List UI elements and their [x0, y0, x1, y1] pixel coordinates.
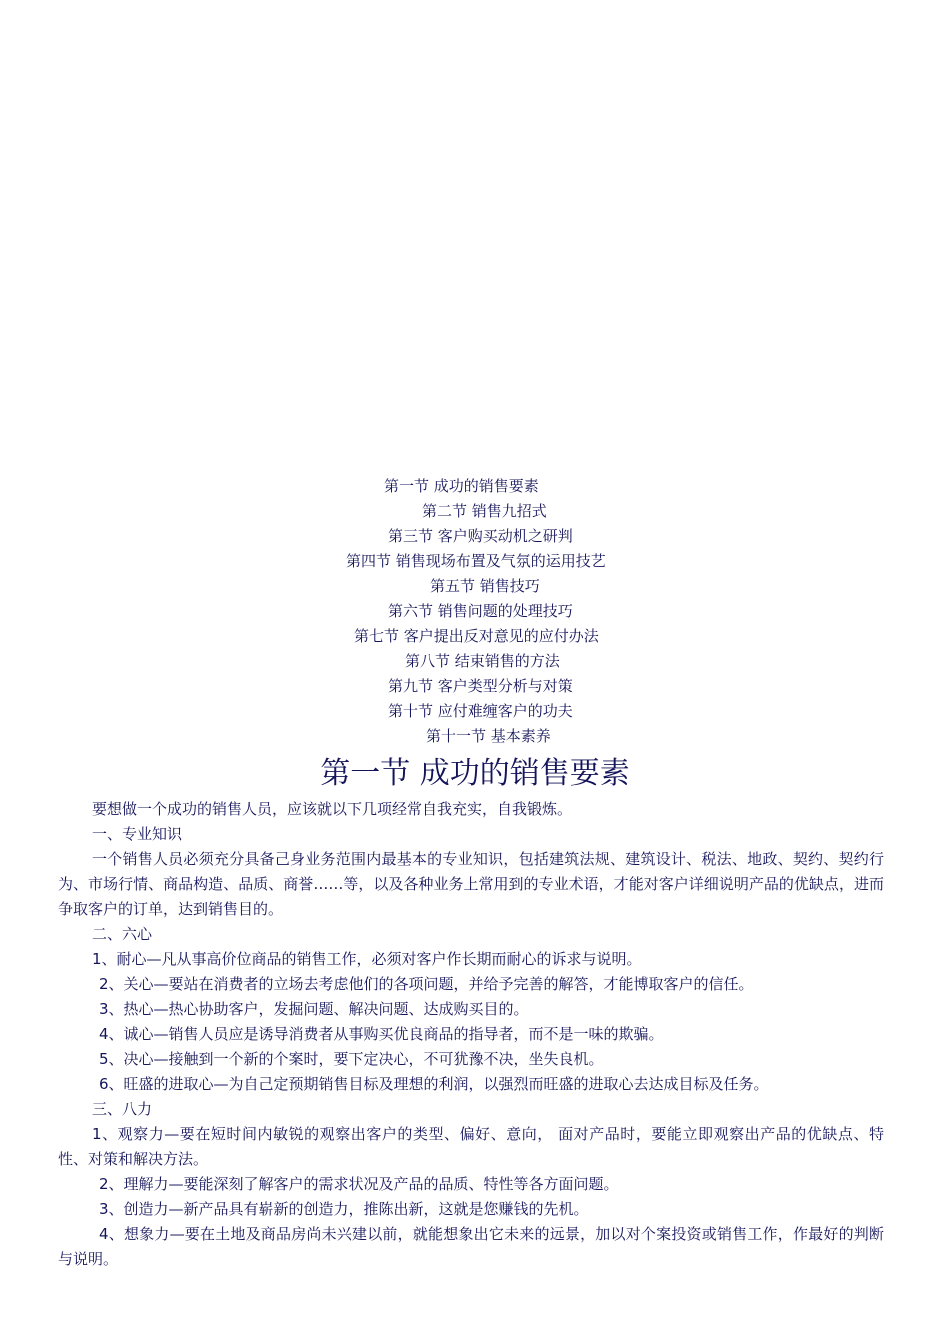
list-number: 4 [99, 1025, 109, 1043]
list-number: 2 [99, 975, 109, 993]
paragraph-professional-knowledge: 一个销售人员必须充分具备己身业务范围内最基本的专业知识，包括建筑法规、建筑设计、税法、地政、契约、契约行为、市场行情、商品构造、品质、商誉……等，以及各种业务上常用到的专业术语，才能对客户详细说明产品的优缺点，进而争取客户的订单，达到销售目的。 [58, 850, 884, 918]
list-number: 1 [92, 950, 102, 968]
toc-item-4: 第四节 销售现场布置及气氛的运用技艺 [346, 552, 606, 570]
list-text: 、耐心—凡从事高价位商品的销售工作，必须对客户作长期而耐心的诉求与说明。 [101, 950, 642, 968]
list-number: 2 [99, 1175, 109, 1193]
toc-item-2: 第二节 销售九招式 [422, 502, 547, 520]
intro-paragraph: 要想做一个成功的销售人员，应该就以下几项经常自我充实，自我锻炼。 [92, 800, 573, 818]
toc-item-5: 第五节 销售技巧 [430, 577, 540, 595]
list-number: 5 [99, 1050, 109, 1068]
list-item-ambition [58, 1072, 884, 1097]
list-text: 、关心—要站在消费者的立场去考虑他们的各项问题，并给予完善的解答，才能博取客户的信任。 [108, 975, 754, 993]
toc-item-9: 第九节 客户类型分析与对策 [388, 677, 573, 695]
list-item-creativity [58, 1197, 884, 1222]
list-number: 4 [99, 1225, 109, 1243]
section-title: 第一节 成功的销售要素 [320, 756, 630, 791]
toc-item-11: 第十一节 基本素养 [426, 727, 551, 745]
list-item-imagination [58, 1222, 884, 1272]
list-number: 1 [92, 1125, 102, 1143]
toc-item-3: 第三节 客户购买动机之研判 [388, 527, 573, 545]
list-text: 、决心—接触到一个新的个案时，要下定决心，不可犹豫不决，坐失良机。 [108, 1050, 604, 1068]
list-item-understanding [58, 1172, 884, 1197]
list-text: 、理解力—要能深刻了解客户的需求状况及产品的品质、特性等各方面问题。 [108, 1175, 619, 1193]
list-item-patience [58, 947, 884, 972]
section-body [58, 797, 884, 1272]
toc-item-6: 第六节 销售问题的处理技巧 [388, 602, 573, 620]
heading-professional-knowledge: 一、专业知识 [92, 825, 183, 843]
list-item-care [58, 972, 884, 997]
list-number: 3 [99, 1200, 109, 1218]
heading-eight-powers: 三、八力 [92, 1100, 153, 1118]
list-item-determination [58, 1047, 884, 1072]
toc-item-10: 第十节 应付难缠客户的功夫 [388, 702, 573, 720]
list-text: 、创造力—新产品具有崭新的创造力，推陈出新，这就是您赚钱的先机。 [108, 1200, 589, 1218]
list-number: 3 [99, 1000, 109, 1018]
toc-item-7: 第七节 客户提出反对意见的应付办法 [354, 627, 599, 645]
list-text: 、旺盛的进取心—为自己定预期销售目标及理想的利润，以强烈而旺盛的进取心去达成目标及任务。 [108, 1075, 769, 1093]
heading-six-hearts: 二、六心 [92, 925, 153, 943]
list-text: 、诚心—销售人员应是诱导消费者从事购买优良商品的指导者，而不是一味的欺骗。 [108, 1025, 664, 1043]
list-text: 、想象力—要在土地及商品房尚未兴建以前，就能想象出它未来的远景，加以对个案投资或销售工作，作最好的判断与说明。 [58, 1225, 884, 1268]
list-text: 、热心—热心协助客户，发掘问题、解决问题、达成购买目的。 [108, 1000, 529, 1018]
list-number: 6 [99, 1075, 109, 1093]
toc-item-8: 第八节 结束销售的方法 [405, 652, 560, 670]
list-item-observation [58, 1122, 884, 1172]
list-item-enthusiasm [58, 997, 884, 1022]
toc-item-1: 第一节 成功的销售要素 [384, 477, 539, 495]
list-item-sincerity [58, 1022, 884, 1047]
list-text: 、观察力—要在短时间内敏锐的观察出客户的类型、偏好、意向， 面对产品时，要能立即观察出产品的优缺点、特性、对策和解决方法。 [58, 1125, 884, 1168]
